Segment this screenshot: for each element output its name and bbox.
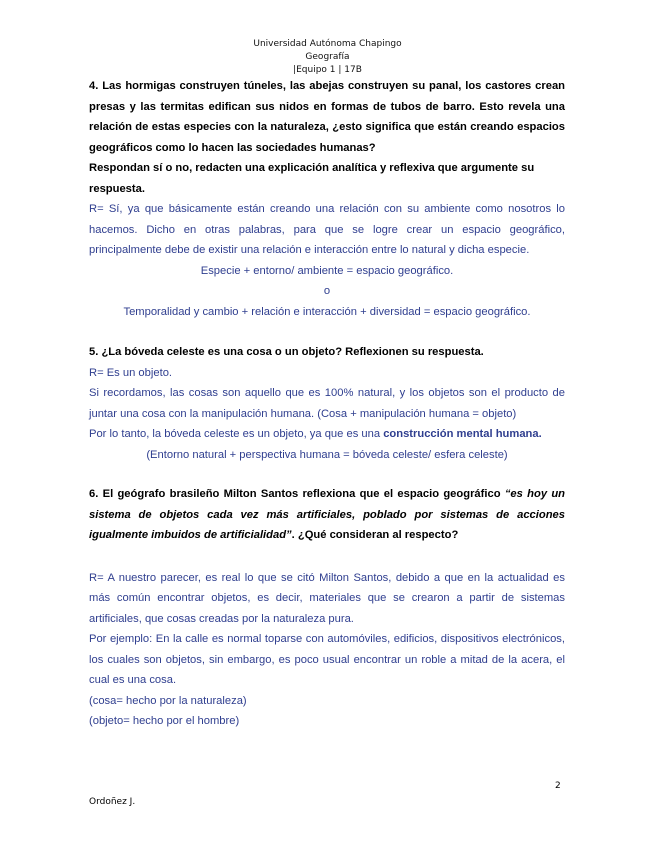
answer-5-short: R= Es un objeto.: [89, 366, 173, 379]
answer-4-formula-1: Especie + entorno/ ambiente = espacio geográfico.: [200, 264, 454, 277]
question-6-text: [89, 484, 565, 546]
question-6-section: [89, 484, 565, 732]
question-5-text: 5. ¿La bóveda celeste es una cosa o un objeto? Reflexionen su respuesta.: [89, 346, 484, 358]
answer-6-text: R= A nuestro parecer, es real lo que se citó Milton Santos, debido a que en la actualidad es más común encontrar objetos, es decir, materiales que se crearon a partir de sistemas artificiales, que cosas creadas por la naturaleza pura.: [89, 571, 565, 625]
answer-4-text: R= Sí, ya que básicamente están creando una relación con su ambiente como nosotros lo hacemos. Dicho en otras palabras, para que se logre crear un espacio geográfico, principalmente debe de existir una relación e interacción entre lo natural y dicha especie.: [89, 203, 565, 256]
answer-4-formula-2: Temporalidad y cambio + relación e interacción + diversidad = espacio geográfico.: [123, 305, 531, 318]
page-header: [0, 38, 655, 77]
question-4-text: 4. Las hormigas construyen túneles, las abejas construyen su panal, los castores crean presas y las termitas edifican sus nidos en formas de tubos de barro. Esto revela una relación de estas especies con la naturaleza, ¿esto significa que están creando espacios geográficos como lo hacen las sociedades humanas?: [89, 80, 565, 154]
question-6-quote: “es hoy un sistema de objetos cada vez más artificiales, poblado por sistemas de acciones igualmente imbuidos de artificialidad”: [89, 488, 565, 541]
answer-6-definition-object: (objeto= hecho por el hombre): [89, 715, 240, 727]
header-university: Universidad Autónoma Chapingo: [253, 39, 402, 49]
answer-5-conclusion-bold: construcción mental humana.: [383, 428, 542, 440]
question-6-prompt: . ¿Qué consideran al respecto?: [291, 529, 459, 541]
page-number: 2: [555, 781, 561, 791]
answer-5-body: Si recordamos, las cosas son aquello que es 100% natural, y los objetos son el producto de juntar una cosa con la manipulación humana. (Cosa + manipulación humana = objeto): [89, 387, 565, 420]
answer-5-formula: (Entorno natural + perspectiva humana = bóveda celeste/ esfera celeste): [146, 448, 508, 461]
answer-4-or: o: [323, 285, 331, 297]
question-4-section: [89, 76, 565, 322]
answer-6-example: Por ejemplo: En la calle es normal toparse con automóviles, edificios, dispositivos electrónicos, los cuales son objetos, sin embargo, es poco usual encontrar un roble a mitad de la acera, el cual es una cosa.: [89, 633, 565, 686]
question-4-instruction: Respondan sí o no, redacten una explicación analítica y reflexiva que argumente su respuesta.: [89, 162, 535, 195]
footer-author: Ordoñez J.: [89, 797, 136, 807]
question-6-intro: 6. El geógrafo brasileño Milton Santos reflexiona que el espacio geográfico: [89, 488, 505, 500]
header-team: |Equipo 1 | 17B: [293, 65, 362, 75]
header-subject: Geografía: [305, 52, 350, 62]
answer-5-conclusion-text: Por lo tanto, la bóveda celeste es un objeto, ya que es una: [89, 428, 384, 440]
question-5-section: [89, 342, 565, 465]
answer-6-definition-thing: (cosa= hecho por la naturaleza): [89, 694, 247, 707]
answer-5-conclusion: [89, 424, 565, 445]
